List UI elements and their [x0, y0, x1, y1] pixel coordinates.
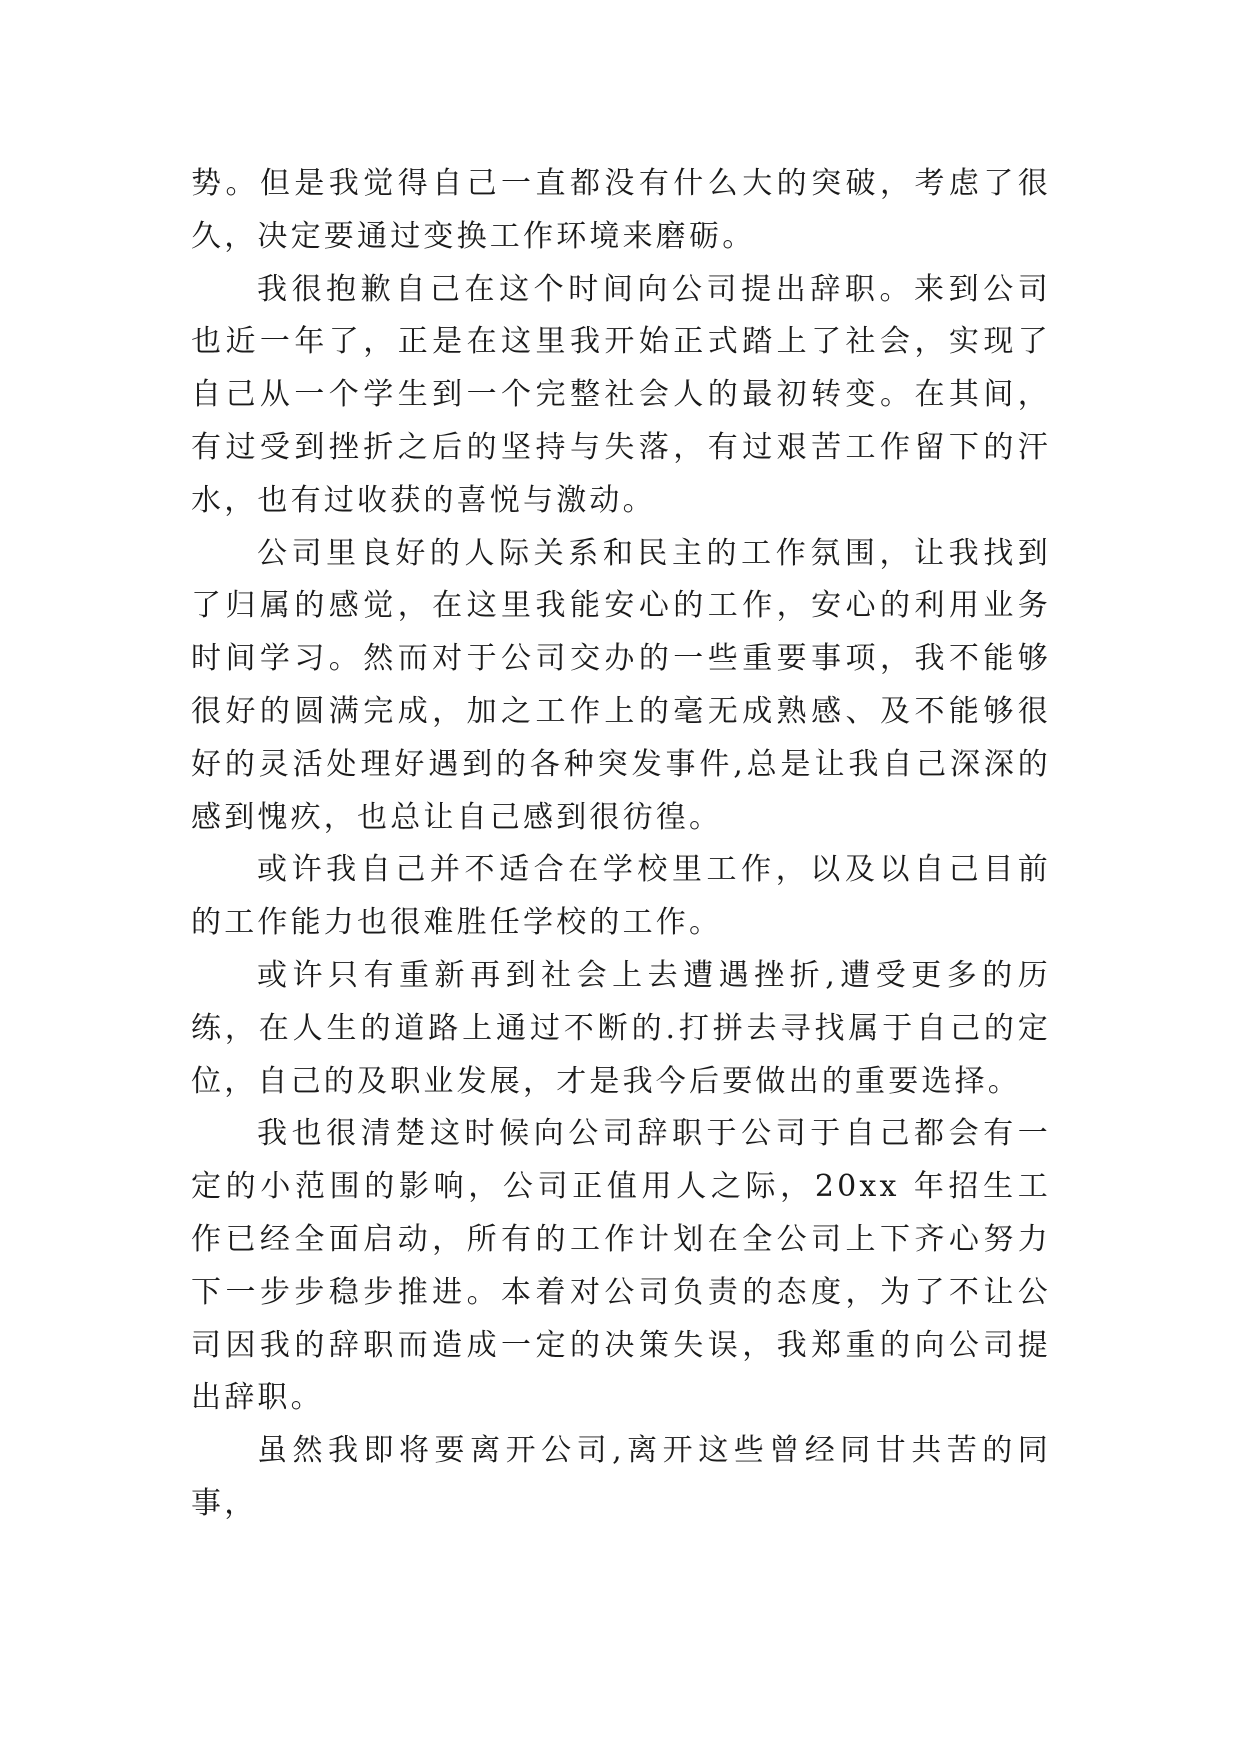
paragraph-7: 虽然我即将要离开公司,离开这些曾经同甘共苦的同事， [191, 1433, 1051, 1521]
paragraph-6: 我也很清楚这时候向公司辞职于公司于自己都会有一定的小范围的影响，公司正值用人之际，20xx 年招生工作已经全面启动，所有的工作计划在全公司上下齐心努力下一步步稳步推进。本着对公司负责的态度，为了不让公司因我的辞职而造成一定的决策失误，我郑重的向公司提出辞职。 [191, 1116, 1051, 1416]
paragraph-3: 公司里良好的人际关系和民主的工作氛围，让我找到了归属的感觉，在这里我能安心的工作，安心的利用业务时间学习。然而对于公司交办的一些重要事项，我不能够很好的圆满完成，加之工作上的毫无成熟感、及不能够很好的灵活处理好遇到的各种突发事件,总是让我自己深深的感到愧疚，也总让自己感到很彷徨。 [191, 535, 1051, 835]
document-body [191, 158, 1051, 1531]
paragraph-5: 或许只有重新再到社会上去遭遇挫折,遭受更多的历练，在人生的道路上通过不断的.打拼去寻找属于自己的定位，自己的及职业发展，才是我今后要做出的重要选择。 [191, 957, 1051, 1099]
paragraph-4: 或许我自己并不适合在学校里工作，以及以自己目前的工作能力也很难胜任学校的工作。 [191, 852, 1051, 941]
paragraph-1: 势。但是我觉得自己一直都没有什么大的突破，考虑了很久，决定要通过变换工作环境来磨砺。 [191, 166, 1051, 254]
paragraph-2: 我很抱歉自己在这个时间向公司提出辞职。来到公司也近一年了，正是在这里我开始正式踏上了社会，实现了自己从一个学生到一个完整社会人的最初转变。在其间，有过受到挫折之后的坚持与失落，有过艰苦工作留下的汗水，也有过收获的喜悦与激动。 [191, 271, 1051, 518]
